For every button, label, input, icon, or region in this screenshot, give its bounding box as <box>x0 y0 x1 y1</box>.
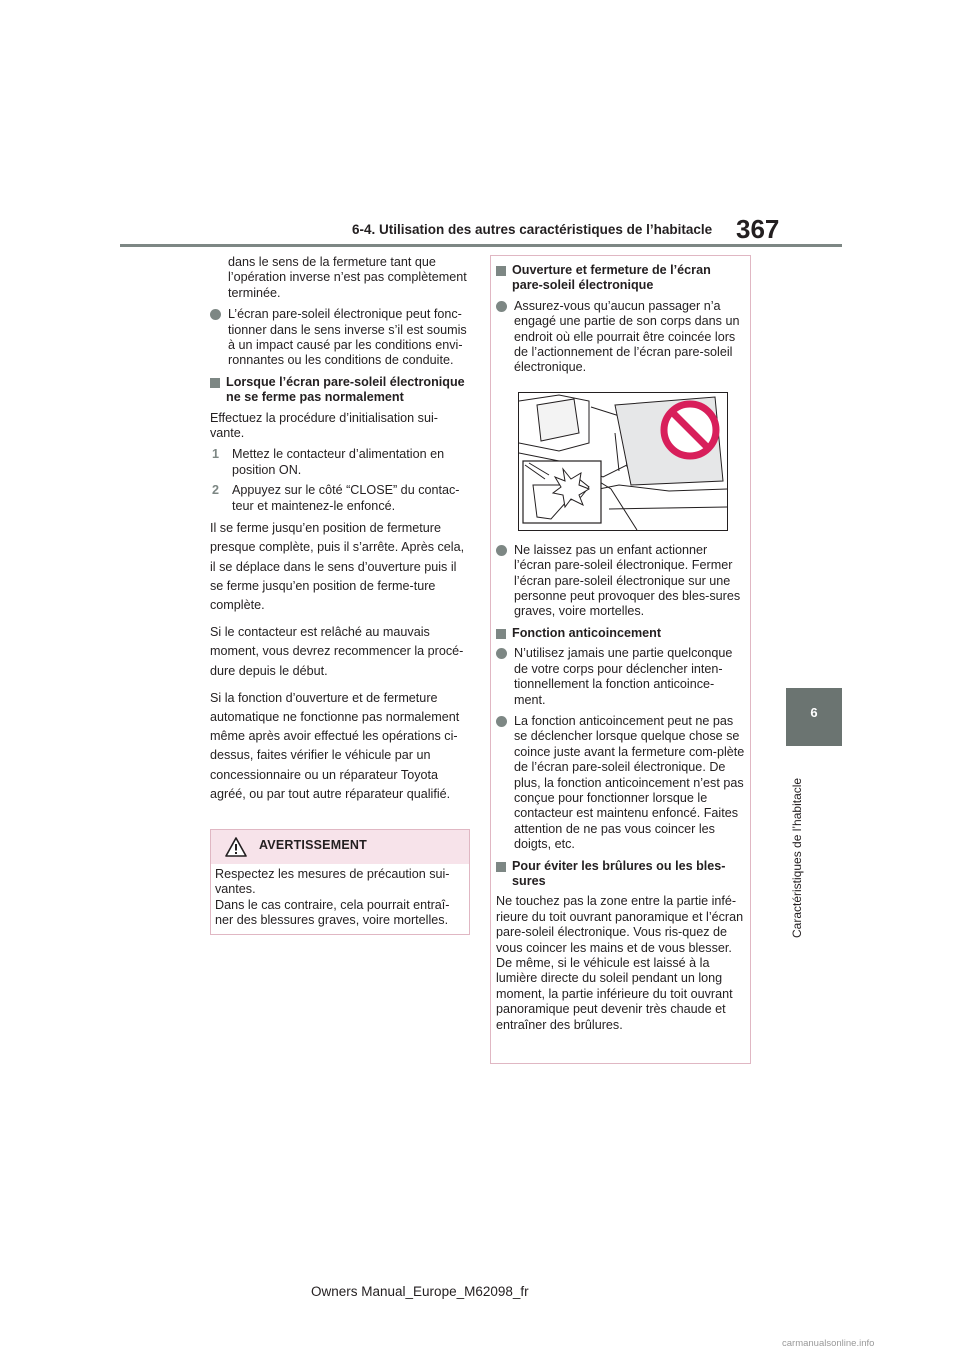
warning-text: Respectez les mesures de précaution sui-vantes. <box>215 867 450 897</box>
bullet-dot-icon <box>210 309 221 320</box>
bullet-dot-icon <box>496 545 507 556</box>
bullet-text: N’utilisez jamais une partie quelconque de votre corps pour déclencher inten-tionnellement la fonction anticoince-ment. <box>514 646 733 707</box>
bullet-dot-icon <box>496 301 507 312</box>
step-number: 2 <box>212 483 220 498</box>
manual-id: Owners Manual_Europe_M62098_fr <box>311 1284 529 1299</box>
sunshade-illustration <box>518 392 728 531</box>
warning-triangle-icon <box>225 837 247 857</box>
heading-text: Pour éviter les brûlures ou les bles-sures <box>512 858 726 888</box>
bullet-text: Ne laissez pas un enfant actionner l’écran pare-soleil électronique. Fermer l’écran pare-soleil électronique sur une personne peut provoquer des bles-sures graves, voire mortelles. <box>514 542 741 619</box>
bullet-item <box>496 714 745 853</box>
continued-paragraph: dans le sens de la fermeture tant que l’opération inverse n’est pas complètement terminée. <box>228 255 467 300</box>
heading-text: Lorsque l’écran pare-soleil électronique ne se ferme pas normalement <box>226 374 465 405</box>
heading-text: Ouverture et fermeture de l’écran pare-soleil électronique <box>512 263 711 293</box>
body-paragraph: Il se ferme jusqu’en position de fermeture presque complète, puis il s’arrête. Après cela, il se déplace dans le sens d’ouverture puis il se ferme jusqu’en position de ferme-ture complète. <box>210 521 465 612</box>
right-warning-box <box>490 255 751 1064</box>
section-heading <box>496 626 745 641</box>
step-text: Mettez le contacteur d’alimentation en position ON. <box>232 447 445 477</box>
step-item <box>210 447 472 478</box>
section-heading <box>496 859 745 890</box>
bullet-item <box>210 307 472 369</box>
bullet-item <box>496 543 745 620</box>
square-marker-icon <box>496 629 506 639</box>
square-marker-icon <box>496 862 506 872</box>
bullet-text: La fonction anticoincement peut ne pas se déclencher lorsque quelque chose se coince juste avant la fermeture com-plète de l’écran pare-soleil électronique. De plus, la fonction anticoincement n’est pas conçue pour fonctionner lorsque le contacteur est maintenu enfoncé. Faites attention de ne pas vous coincer les doigts, etc. <box>514 713 745 852</box>
bullet-dot-icon <box>496 716 507 727</box>
bullet-dot-icon <box>496 648 507 659</box>
section-heading <box>210 375 472 406</box>
warning-title: AVERTISSEMENT <box>259 838 367 852</box>
step-number: 1 <box>212 447 220 462</box>
square-marker-icon <box>496 266 506 276</box>
step-text: Appuyez sur le côté “CLOSE” du contac-teur et maintenez-le enfoncé. <box>232 483 460 513</box>
body-paragraph: Si le contacteur est relâché au mauvais moment, vous devrez recommencer la procé-dure depuis le début. <box>210 625 464 678</box>
heading-text: Fonction anticoincement <box>512 625 662 640</box>
section-title: 6-4. Utilisation des autres caractéristiques de l’habitacle <box>352 222 713 237</box>
warning-body <box>215 867 467 929</box>
chapter-side-label <box>786 746 808 946</box>
warning-box <box>210 829 470 935</box>
intro-paragraph: Effectuez la procédure d’initialisation sui-vante. <box>210 410 438 441</box>
right-column-content <box>496 263 745 1039</box>
chapter-tab: 6 <box>786 688 842 746</box>
page-number: 367 <box>736 214 780 244</box>
body-paragraph: Ne touchez pas la zone entre la partie infé-rieure du toit ouvrant panoramique et l’écran pare-soleil électronique. Vous ris-quez de vous coincer les mains et de vous blesser. De même, si le véhicule est laissé à la lumière directe du soleil pendant un long moment, la partie inférieure du toit ouvrant panoramique peut devenir très chaude et entraîner des brûlures. <box>496 894 744 1032</box>
square-marker-icon <box>210 378 220 388</box>
watermark: carmanualsonline.info <box>782 1338 875 1349</box>
section-heading <box>496 263 745 294</box>
bullet-text: L’écran pare-soleil électronique peut fonc-tionner dans le sens inverse s’il est soumis à un impact causé par les conditions envi-ronnantes ou les conditions de conduite. <box>228 307 467 368</box>
step-item <box>210 483 472 514</box>
left-column <box>210 255 472 812</box>
body-paragraph: Si la fonction d’ouverture et de fermeture automatique ne fonctionne pas normalement même après avoir effectué les opérations ci-dessus, faites vérifier le véhicule par un concessionnaire ou un réparateur Toyota agréé, ou par tout autre réparateur qualifié. <box>210 690 460 801</box>
bullet-item <box>496 646 745 708</box>
chapter-label-text: Caractéristiques de l’habitacle <box>790 777 804 938</box>
bullet-item <box>496 299 745 376</box>
bullet-text: Assurez-vous qu’aucun passager n’a engagé une partie de son corps dans un endroit où elle pourrait être coincée lors de l’actionnement de l’écran pare-soleil électronique. <box>514 298 740 375</box>
header-rule <box>120 244 842 247</box>
prohibition-icon <box>659 399 721 461</box>
warning-text: Dans le cas contraire, cela pourrait entraî-ner des blessures graves, voire mortelles. <box>215 897 450 928</box>
warning-header <box>211 830 469 864</box>
